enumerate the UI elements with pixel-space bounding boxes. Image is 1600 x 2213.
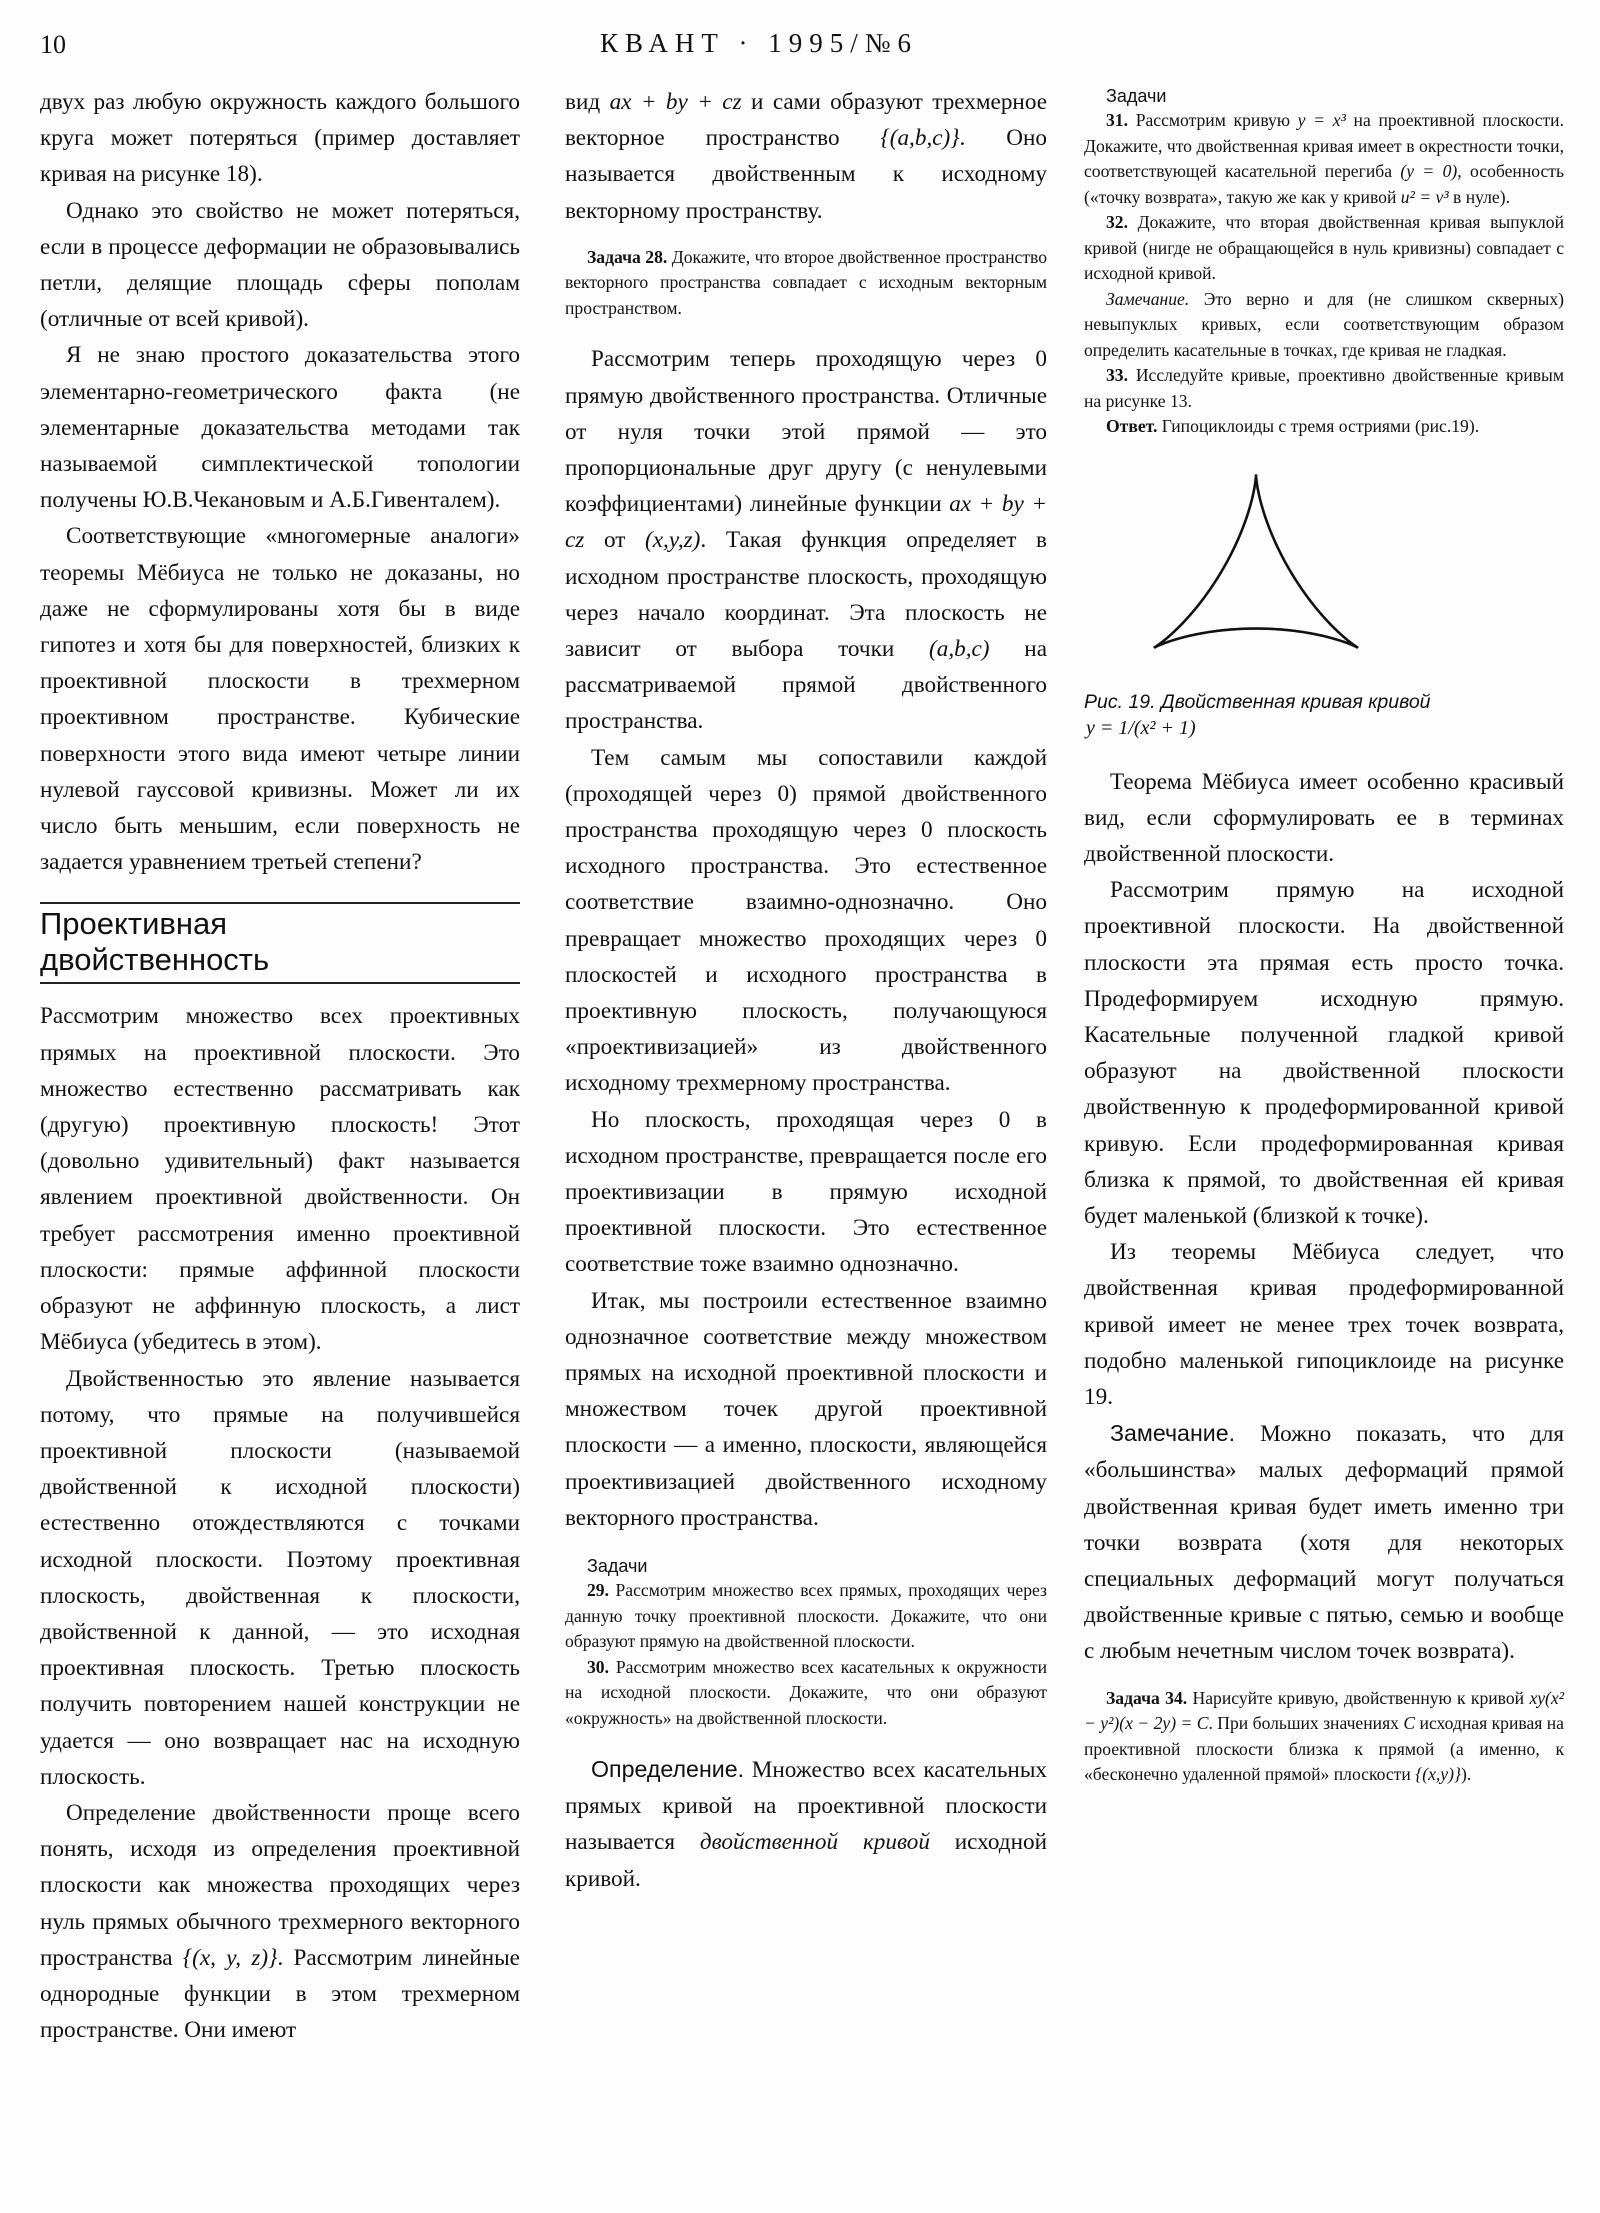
math-expression: u² = v³ [1400, 186, 1449, 207]
task-number: 32. [1106, 212, 1128, 232]
task-label: Задача 28. [587, 246, 668, 267]
paragraph: Из теоремы Мёбиуса следует, что двойственная кривая продеформированной кривой имеет не менее трех точек возврата, подобно маленькой гипоциклоиде на рисунке 19. [1084, 1239, 1564, 1410]
math-expression: xy(x² − y²)(x − 2y) = C [1084, 1687, 1564, 1734]
section-heading [40, 902, 520, 984]
remark-text: Можно показать, что для «большинства» малых деформаций прямой двойственная кривая будет иметь именно три точки возврата (хотя для некоторых специальных деформаций могут получаться двойственные кривые с пятью, семью и вообще с любым нечетным числом точек возврата). [1084, 1421, 1564, 1665]
remark-2 [1084, 1415, 1564, 1669]
column-1 [40, 84, 520, 2048]
figure-caption: Рис. 19. Двойственная кривая кривой [1084, 690, 1431, 713]
text-run: Определение двойственности проще всего понять, исходя из определения проективной плоскости как множества проходящих через нуль прямых обычного трехмерного векторного пространства [40, 1799, 520, 1971]
paragraph: двух раз любую окружность каждого большого круга может потеряться (пример доставляет кривая на рисунке 18). [40, 89, 520, 188]
deltoid-curve [1154, 474, 1358, 647]
paragraph: Итак, мы построили естественное взаимно однозначное соответствие между множеством прямых на исходной проективной плоскости и множеством точек другой проективной плоскости — а именно, плоскости, являющейся проективизацией двойственного исходному векторного пространства. [565, 1287, 1047, 1531]
text-run: . Такая функция определяет в исходном пространстве плоскость, проходящую через начало координат. Эта плоскость не зависит от выбора точки [565, 527, 1047, 662]
task-text: Исследуйте кривые, проективно двойственные кривым на рисунке 13. [1084, 365, 1564, 411]
paragraph [565, 84, 1047, 229]
math-expression: {(a,b,c)} [880, 125, 960, 152]
task-number: 30. [587, 1656, 609, 1677]
text-run: . Рассмотрим линейные однородные функции в этом трехмерном пространстве. Они имеют [40, 1944, 520, 2044]
math-expression: ax + by + cz [609, 89, 742, 115]
answer-text: Гипоциклоиды с тремя остриями (рис.19). [1157, 416, 1480, 436]
remark-label: Замечание. [1110, 1420, 1236, 1447]
paragraph: Теорема Мёбиуса имеет особенно красивый вид, если сформулировать ее в терминах двойственной плоскости. [1084, 768, 1564, 867]
remark [1084, 287, 1564, 364]
section-heading-line-2: двойственность [40, 942, 270, 978]
paragraph: Однако это свойство не может потеряться, если в процессе деформации не образовывались петли, делящие площадь сферы пополам (отличные от всей кривой). [40, 197, 520, 333]
task-31 [1084, 108, 1564, 210]
running-head: КВАНТ · 1995/№6 [600, 28, 919, 58]
column-2 [565, 84, 1047, 1897]
definition-label: Определение. [591, 1756, 745, 1783]
text-run: Множество всех касательных прямых кривой на проективной плоскости называется [565, 1757, 1047, 1856]
text-run: от [584, 527, 646, 554]
text-run: . Оно называется двойственным к исходному векторному пространству. [565, 125, 1047, 224]
figure-formula: y = 1/(x² + 1) [1086, 716, 1196, 739]
task-29 [565, 1578, 1047, 1655]
task-number: 31. [1106, 110, 1128, 130]
text-run: на проективной плоскости. Докажите, что двойственная кривая имеет в окрестности точки, соответствующей касательной перегиба [1084, 110, 1564, 181]
definition [565, 1751, 1047, 1897]
task-28 [565, 245, 1047, 322]
paragraph: Тем самым мы сопоставили каждой (проходящей через 0) прямой двойственного пространства проходящую через 0 плоскость исходного пространства. Это естественное соответствие взаимно-однозначно. Оно превращает множество проходящих через 0 плоскостей и исходного пространства в проективную плоскость, получающуюся «проективизацией» из двойственного исходному трехмерному пространства. [565, 744, 1047, 1097]
task-number: 33. [1106, 365, 1128, 385]
task-label: Задача 34. [1106, 1687, 1188, 1708]
paragraph: Но плоскость, проходящая через 0 в исходном пространстве, превращается после его проективизации в прямую исходной проективной плоскости. Это естественное соответствие тоже взаимно однозначно. [565, 1106, 1047, 1278]
definition-term: двойственной кривой [699, 1829, 930, 1856]
remark-label: Замечание. [1106, 288, 1190, 309]
task-34 [1084, 1686, 1564, 1788]
answer-label: Ответ. [1106, 416, 1158, 436]
paragraph [40, 1795, 520, 2048]
column-3 [1084, 84, 1564, 1788]
paragraph: Соответствующие «многомерные аналоги» теоремы Мёбиуса не только не доказаны, но даже не сформулированы хотя бы в виде гипотез и хотя бы для поверхностей, близких к проективной плоскости в трехмерном проективном пространстве. Кубические поверхности этого вида имеют четыре линии нулевой гауссовой кривизны. Может ли их число быть меньшим, если поверхность не задается уравнением третьей степени? [40, 523, 520, 876]
text-run: Рассмотрим кривую [1128, 110, 1298, 130]
paragraph: Рассмотрим прямую на исходной проективной плоскости. На двойственной плоскости эта прямая есть просто точка. Продеформируем исходную прямую. Касательные полученной гладкой кривой образуют на двойственной плоскости двойственную к продеформированной кривой кривую. Если продеформированная кривая близка к прямой, то двойственная ей кривая будет маленькой (близкой к точке). [1084, 877, 1564, 1229]
task-text: Докажите, что второе двойственное пространство векторного пространства совпадает с исходным векторным пространством. [565, 246, 1047, 318]
page-number: 10 [40, 30, 66, 59]
tasks-heading: Задачи [587, 1556, 648, 1577]
text-run: ). [1461, 1764, 1472, 1785]
task-number: 29. [587, 1580, 609, 1601]
text-run: Рассмотрим теперь проходящую через 0 прямую двойственного пространства. Отличные от нуля точки этой прямой — это пропорциональные друг другу (с ненулевыми коэффициентами) линейные функции [565, 346, 1047, 518]
hypocycloid-figure [1084, 440, 1564, 690]
task-text: Рассмотрим множество всех касательных к окружности на исходной плоскости. Докажите, что они образуют «окружность» на двойственной плоскости. [565, 1656, 1047, 1728]
text-run: исходной кривой. [565, 1829, 1047, 1892]
text-run: исходная кривая на проективной плоскости близка к прямой (а именно, к «бесконечно удаленной прямой» плоскости [1084, 1713, 1564, 1785]
math-expression: (x,y,z) [645, 527, 701, 554]
section-heading-line-1: Проективная [40, 906, 228, 942]
text-run: на рассматриваемой прямой двойственного пространства. [565, 635, 1047, 735]
text-run: вид [565, 89, 610, 115]
text-run: в нуле). [1448, 186, 1510, 207]
text-run: , особенность («точку возврата», такую же как у кривой [1084, 161, 1564, 207]
text-run: Нарисуйте кривую, двойственную к кривой [1187, 1687, 1530, 1708]
math-expression: y = x³ [1297, 110, 1346, 130]
task-text: Докажите, что вторая двойственная кривая выпуклой кривой (нигде не обращающейся в нуль кривизны) совпадает с исходной кривой. [1084, 212, 1564, 283]
paragraph: Двойственностью это явление называется потому, что прямые на получившейся проективной плоскости (называемой двойственной к исходной плоскости) естественно отождествляются с точками исходной плоскости. Поэтому проективная плоскость, двойственная к плоскости, двойственной к данной, — это исходная проективная плоскость. Третью плоскость получить повторением нашей конструкции не удается — оно возвращает нас на исходную плоскость. [40, 1365, 520, 1790]
task-text: Рассмотрим множество всех прямых, проходящих через данную точку проективной плоскости. Докажите, что они образуют прямую на двойственной плоскости. [565, 1580, 1047, 1652]
text-run: . При больших значениях [1208, 1713, 1404, 1734]
math-expression: (y = 0) [1400, 161, 1458, 181]
paragraph: Рассмотрим множество всех проективных прямых на проективной плоскости. Это множество естественно рассматривать как (другую) проективную плоскость! Этот (довольно удивительный) факт называется явлением проективной двойственности. Он требует рассмотрения именно проективной плоскости: прямые аффинной плоскости образуют не аффинную плоскость, а лист Мёбиуса (убедитесь в этом). [40, 1003, 520, 1356]
remark-text: Это верно и для (не слишком скверных) невыпуклых кривых, если соответствующим образом определить касательные в точках, где кривая не гладкая. [1084, 288, 1564, 360]
math-expression: {(x,y)} [1415, 1764, 1462, 1785]
paragraph: Я не знаю простого доказательства этого элементарно-геометрического факта (не элементарные доказательства методами так называемой симплектической топологии получены Ю.В.Чекановым и А.Б.Гивенталем). [40, 342, 520, 514]
math-expression: {(x, y, z)} [182, 1944, 278, 1971]
tasks-heading: Задачи [1106, 86, 1167, 106]
task-30 [565, 1655, 1047, 1732]
answer [1084, 414, 1564, 440]
math-expression: (a,b,c) [929, 635, 990, 662]
math-expression: ax + by + cz [565, 491, 1047, 554]
task-32 [1084, 210, 1564, 287]
figure-19 [1084, 440, 1564, 690]
task-33 [1084, 363, 1564, 414]
math-expression: C [1403, 1713, 1416, 1734]
paragraph [565, 341, 1047, 739]
text-run: и сами образуют трехмерное векторное пространство [565, 89, 1048, 152]
